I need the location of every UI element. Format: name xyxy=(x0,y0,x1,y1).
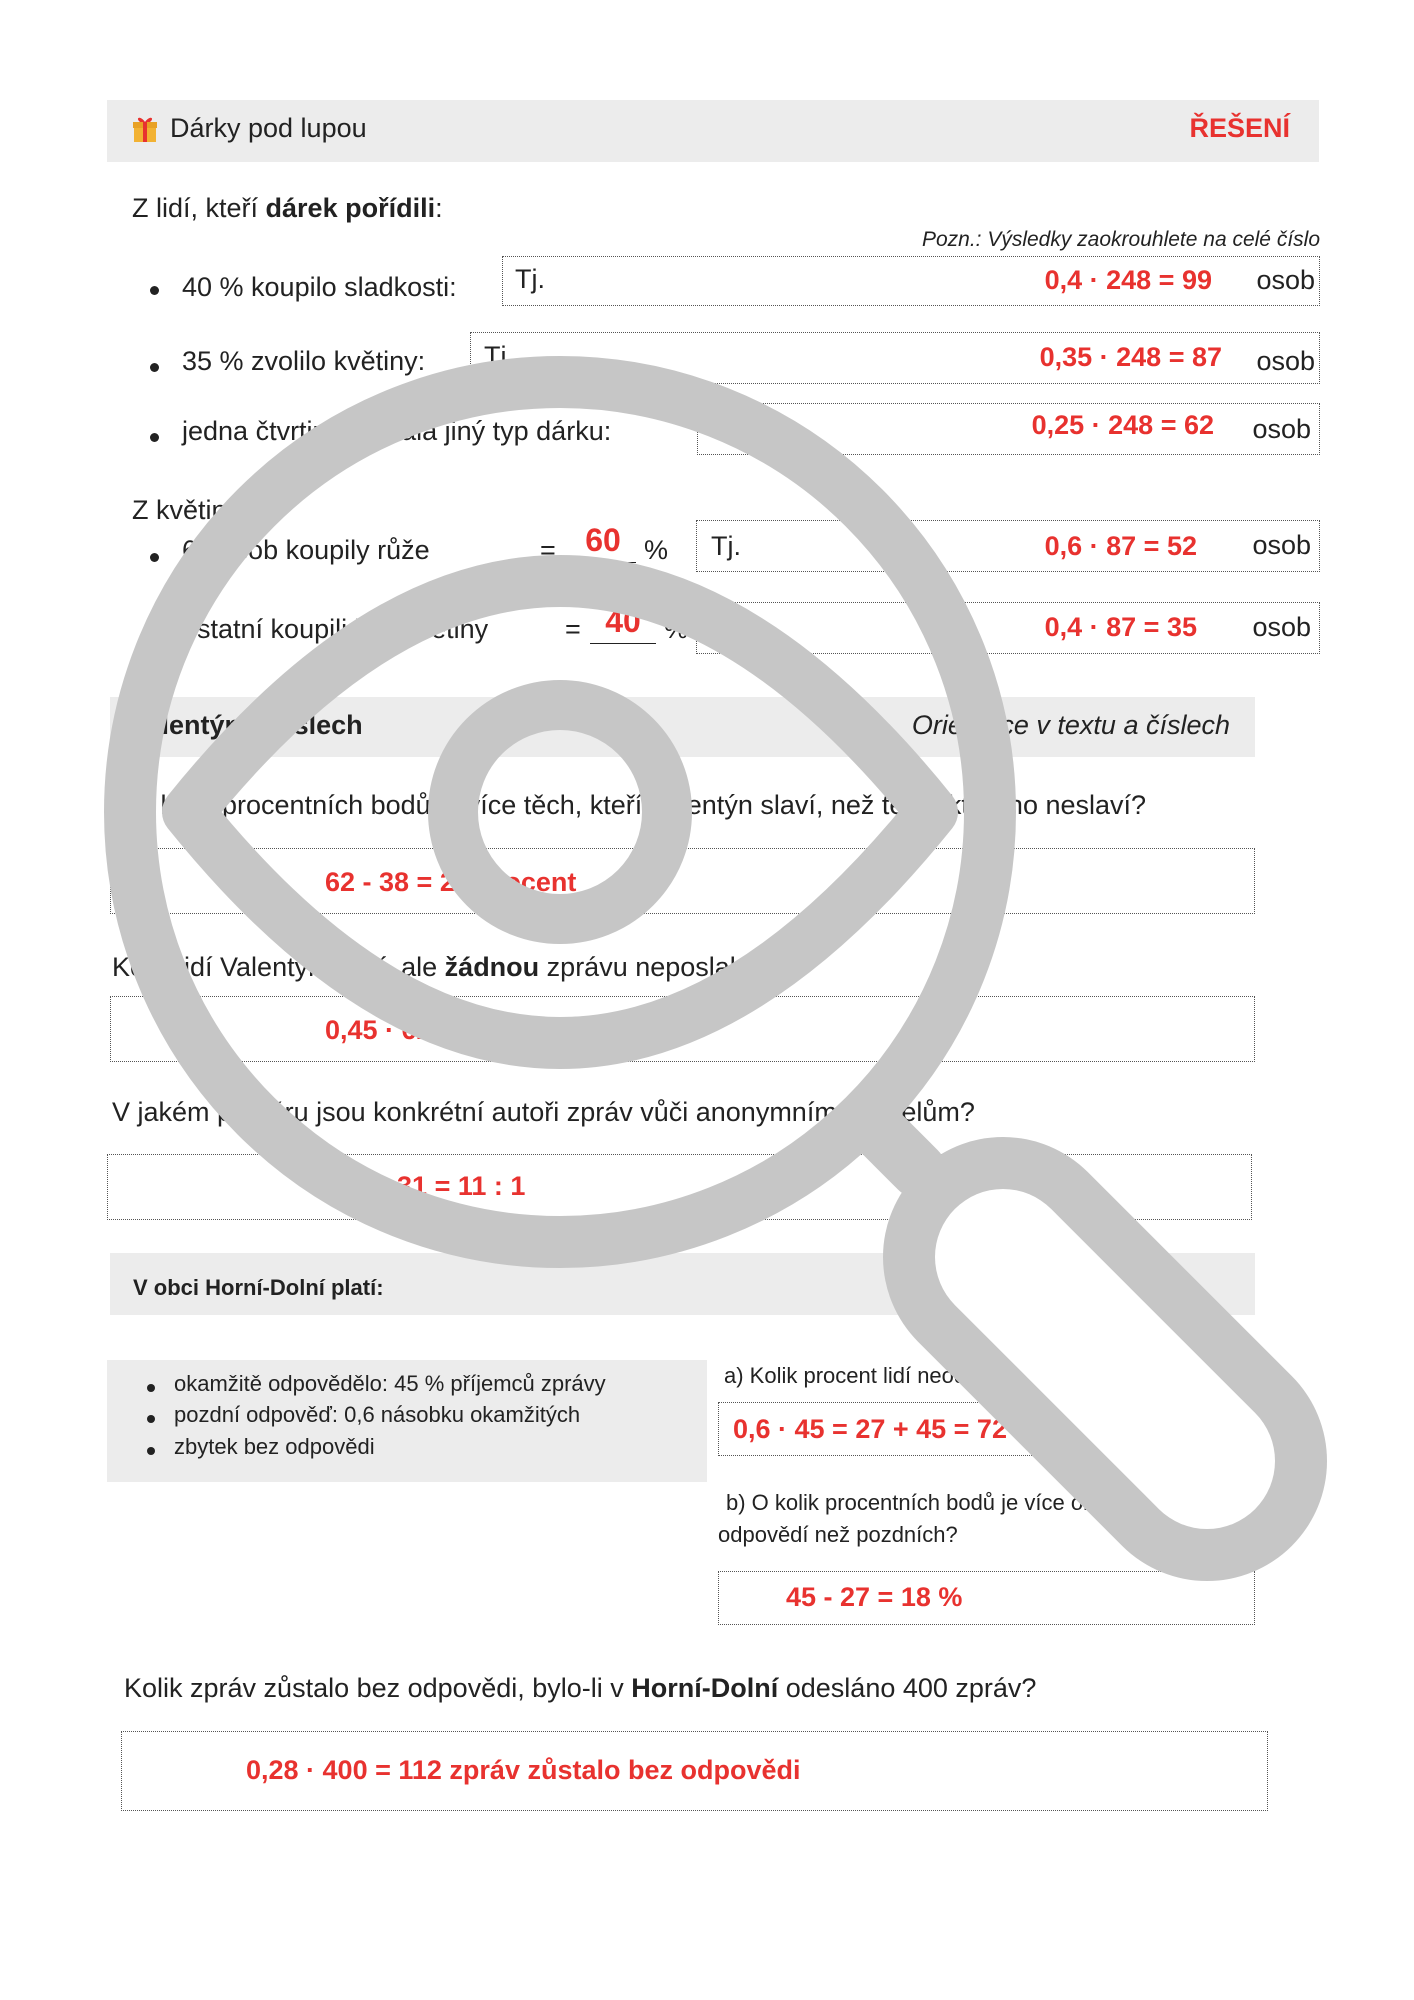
answer-box[interactable] xyxy=(110,848,1255,914)
fact-item: okamžitě odpovědělo: 45 % příjemců zprávy xyxy=(174,1371,606,1396)
answer-value: 0,25 · 248 = 62 xyxy=(1031,410,1214,440)
final-answer: 0,28 · 400 = 112 zpráv zůstalo bez odpovědi xyxy=(246,1755,801,1785)
bullet xyxy=(150,553,159,562)
intro-text: Z lidí, kteří xyxy=(132,193,266,223)
intro-bold: dárek pořídili xyxy=(265,193,436,223)
percent-sign: % xyxy=(644,535,669,565)
solution-tag: ŘEŠENÍ xyxy=(1189,113,1290,143)
answer-b: 45 - 27 = 18 % xyxy=(786,1582,963,1612)
answer-prefix: Tj. xyxy=(711,612,741,642)
row-label: 40 % koupilo sladkosti: xyxy=(182,272,457,302)
section2-intro: Z květin: xyxy=(132,495,235,525)
gift-icon xyxy=(132,115,158,143)
question-2 xyxy=(112,952,766,983)
bullet xyxy=(147,1384,155,1392)
answer-value: 0,6 · 87 = 52 xyxy=(1044,531,1197,561)
percent-value: 40 xyxy=(605,603,641,639)
question-2-text: Kolik lidí Valentýn slaví, ale xyxy=(112,952,445,982)
bullet xyxy=(147,1447,155,1455)
answer-value: 0,35 · 248 = 87 xyxy=(1039,342,1222,372)
bullet xyxy=(150,433,159,442)
percent-blank[interactable] xyxy=(570,522,636,563)
answer-a: 0,6 · 45 = 27 + 45 = 72 % tzn. 28 % xyxy=(733,1414,1162,1444)
answer-unit: osob xyxy=(1256,346,1315,376)
equals-sign: = xyxy=(540,535,556,565)
question-b-line1: b) O kolik procentních bodů je více okamžitých xyxy=(726,1490,1181,1515)
answer-2: 0,45 · 62 xyxy=(325,1015,432,1045)
section1-intro xyxy=(132,193,443,224)
row-label: ostatní koupili jiné květiny xyxy=(182,614,489,644)
question-2-tail: zprávu neposlalo? xyxy=(539,952,766,982)
row-label: 60 osob koupily růže xyxy=(182,535,430,565)
question-b-line2: odpovědí než pozdních? xyxy=(718,1522,958,1547)
fact-item: pozdní odpověď: 0,6 násobku okamžitých xyxy=(174,1402,581,1427)
final-question-bold: Horní-Dolní xyxy=(631,1673,779,1703)
percent-sign: % xyxy=(664,614,689,644)
question-a: a) Kolik procent lidí neodpovědělo? xyxy=(724,1363,1068,1388)
row-label: jedna čtvrtina vybrala jiný typ dárku: xyxy=(182,416,612,446)
page-title: Dárky pod lupou xyxy=(170,113,367,143)
section3-subtitle: Orientace v textu a číslech xyxy=(911,710,1230,740)
final-question xyxy=(124,1673,1036,1704)
answer-box[interactable] xyxy=(696,520,1320,572)
answer-box[interactable] xyxy=(107,1154,1252,1220)
answer-unit: osob xyxy=(1256,265,1315,295)
section4-title: V obci Horní-Dolní platí: xyxy=(133,1275,384,1300)
answer-value: 0,4 · 87 = 35 xyxy=(1044,612,1197,642)
bullet xyxy=(150,632,159,641)
answer-prefix: Tj. xyxy=(711,531,741,561)
percent-value: 60 xyxy=(585,522,621,558)
section3-title: Valentýn v číslech xyxy=(130,710,363,740)
intro-colon: : xyxy=(435,193,443,223)
answer-box[interactable] xyxy=(696,602,1320,654)
question-2-bold: žádnou xyxy=(444,952,540,982)
answer-1: 62 - 38 = 24 procent xyxy=(325,867,577,897)
answer-unit: osob xyxy=(1252,414,1311,444)
fact-item: zbytek bez odpovědi xyxy=(174,1434,375,1459)
answer-prefix: Tj. xyxy=(484,341,514,371)
percent-blank[interactable] xyxy=(590,603,656,644)
answer-prefix: Tj. xyxy=(712,414,742,444)
answer-unit: osob xyxy=(1252,530,1311,560)
equals-sign: = xyxy=(565,614,581,644)
rounding-note: Pozn.: Výsledky zaokrouhlete na celé číslo xyxy=(921,228,1320,251)
question-3: V jakém poměru jsou konkrétní autoři zpráv vůči anonymním pisatelům? xyxy=(112,1097,975,1127)
bullet xyxy=(150,286,159,295)
answer-value: 0,4 · 248 = 99 xyxy=(1044,265,1212,295)
answer-prefix: Tj. xyxy=(515,264,545,294)
row-label: 35 % zvolilo květiny: xyxy=(182,346,426,376)
answer-box[interactable] xyxy=(110,996,1255,1062)
question-1: O kolik procentních bodů je více těch, kteří Valentýn slaví, než těch, kteří ho neslaví? xyxy=(132,790,1147,820)
bullet xyxy=(150,363,159,372)
bullet xyxy=(147,1415,155,1423)
answer-3: 341 : 31 = 11 : 1 xyxy=(328,1171,526,1201)
answer-unit: osob xyxy=(1252,612,1311,642)
final-question-text: Kolik zpráv zůstalo bez odpovědi, bylo-li v xyxy=(124,1673,632,1703)
final-question-tail: odesláno 400 zpráv? xyxy=(778,1673,1037,1703)
answer-box[interactable] xyxy=(697,403,1320,455)
